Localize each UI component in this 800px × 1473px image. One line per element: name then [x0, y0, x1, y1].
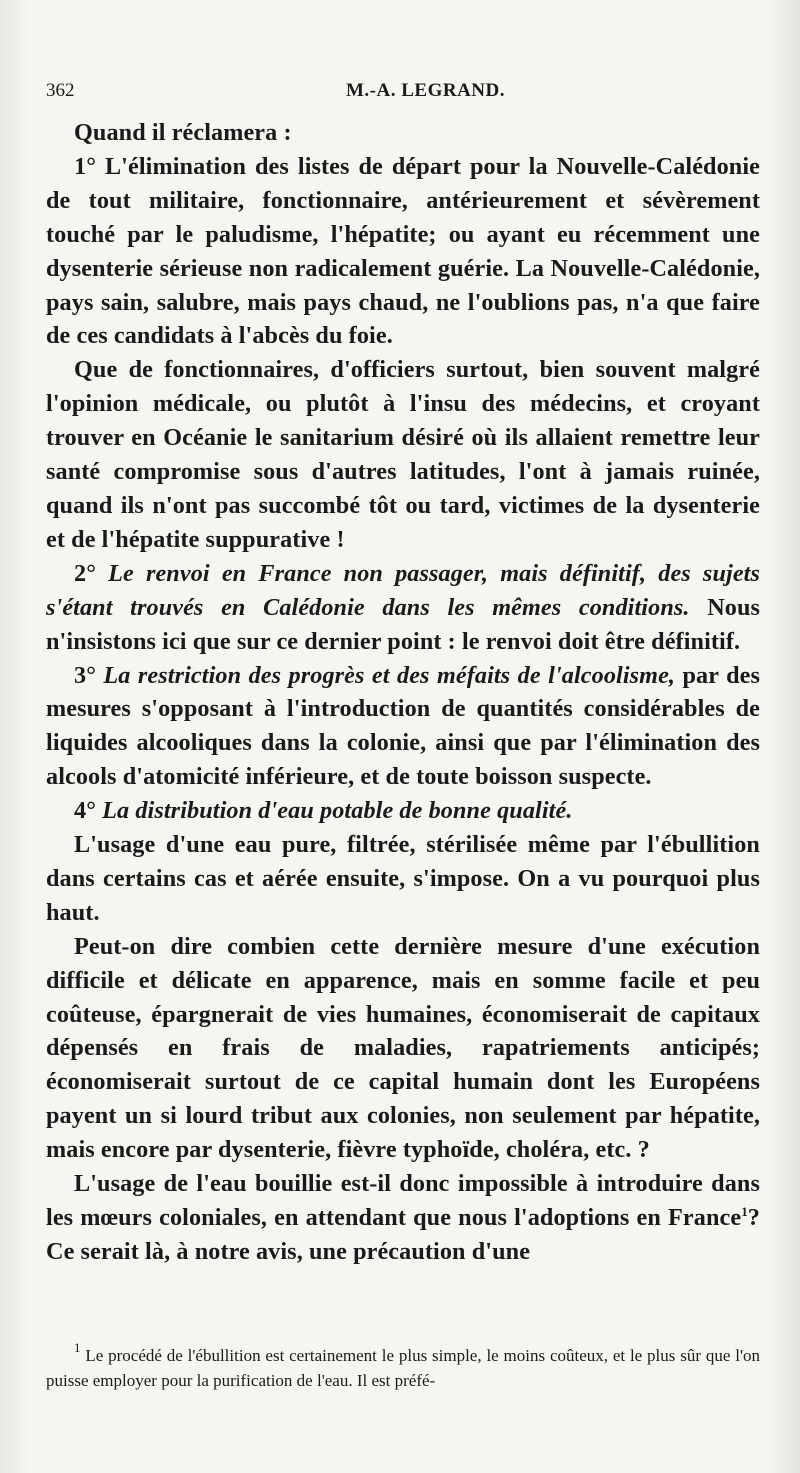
paragraph-text: Que de fonctionnaires, d'officiers surtout, bien souvent malgré l'opinion médicale, ou plutôt à l'insu des médecins, et croyant trouver en Océanie le sanitarium désiré où ils allaient remettre leur santé compromise sous d'autres latitudes, l'ont à jamais ruinée, quand ils n'ont pas succombé tôt ou tard, victimes de la dysenterie et de l'hépatite suppurative !: [46, 356, 760, 553]
paragraph-text: Quand il réclamera :: [74, 119, 292, 146]
footnotes: [46, 1340, 761, 1393]
paragraph-text: 1° L'élimination des listes de départ pour la Nouvelle-Calédonie de tout militaire, fonctionnaire, antérieurement et sévèrement touché par le paludisme, l'hépatite; ou ayant eu récemment une dysenterie sérieuse non radicalement guérie. La Nouvelle-Calédonie, pays sain, salubre, mais pays chaud, ne l'oublions pas, n'a que faire de ces candidats à l'abcès du foie.: [46, 152, 760, 350]
item-number: 2°: [74, 559, 96, 587]
item-number: 4°: [74, 797, 96, 825]
paragraph: [46, 557, 760, 659]
item-number: 3°: [74, 661, 96, 689]
paragraph: [46, 116, 760, 150]
footnote: [46, 1340, 761, 1393]
footnote-text: Le procédé de l'ébullition est certainement le plus simple, le moins coûteux, et le plus sûr que l'on puisse employer pour la purification de l'eau. Il est préfé-: [46, 1346, 761, 1390]
page-header: [46, 80, 760, 106]
italic-heading: La distribution d'eau potable de bonne qualité.: [102, 797, 573, 825]
footnote-marker: 1: [74, 1340, 81, 1355]
paragraph: [46, 1167, 760, 1269]
paragraph: [46, 930, 760, 1167]
paragraph-text: ? Ce serait là, à notre avis, une précaution d'une: [46, 1204, 760, 1265]
paragraph: [46, 150, 760, 353]
main-text: [46, 116, 760, 1269]
paragraph-text: par des mesures s'opposant à l'introduction de quantités considérables de liquides alcooliques dans la colonie, ainsi que par l'élimination des alcools d'atomicité inférieure, et de toute boisson suspecte.: [46, 661, 760, 791]
paragraph: [46, 794, 760, 828]
paragraph: [46, 659, 760, 795]
italic-heading: La restriction des progrès et des méfaits de l'alcoolisme,: [103, 661, 676, 689]
paragraph: [46, 353, 760, 556]
paragraph-text: L'usage de l'eau bouillie est-il donc impossible à introduire dans les mœurs coloniales, en attendant que nous l'adoptions en France: [46, 1170, 760, 1231]
italic-heading: Le renvoi en France non passager, mais définitif, des sujets s'étant trouvés en Calédonie dans les mêmes conditions.: [46, 559, 760, 621]
paragraph: [46, 828, 760, 930]
running-head: M.-A. LEGRAND.: [346, 80, 505, 101]
paragraph-text: Peut-on dire combien cette dernière mesure d'une exécution difficile et délicate en apparence, mais en somme facile et peu coûteuse, épargnerait de vies humaines, économiserait de capitaux dépensés en frais de maladies, rapatriements anticipés; économiserait surtout de ce capital humain dont les Européens payent un si lourd tribut aux colonies, non seulement par hépatite, mais encore par dysenterie, fièvre typhoïde, choléra, etc. ?: [46, 932, 760, 1164]
footnote-reference: 1: [741, 1204, 748, 1219]
paragraph-text: L'usage d'une eau pure, filtrée, stérilisée même par l'ébullition dans certains cas et aérée ensuite, s'impose. On a vu pourquoi plus haut.: [46, 831, 760, 926]
paragraph-text: Nous n'insistons ici que sur ce dernier point : le renvoi doit être définitif.: [46, 593, 761, 655]
page-number: 362: [46, 80, 75, 101]
